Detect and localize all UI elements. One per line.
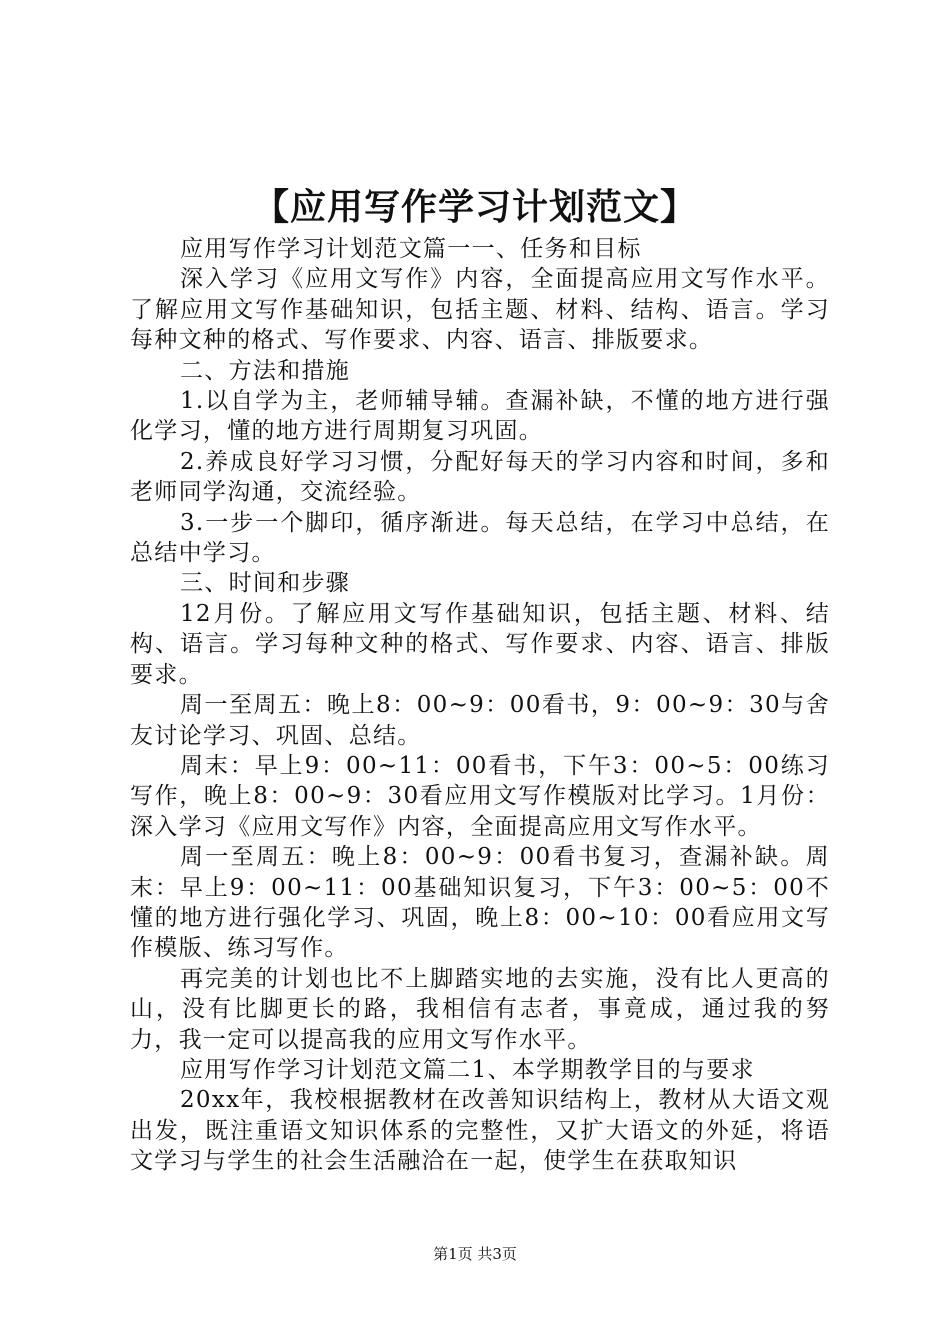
paragraph: 三、时间和步骤 xyxy=(180,570,351,597)
paragraph: 二、方法和措施 xyxy=(180,357,351,384)
paragraph: 2.养成良好学习习惯，分配好每天的学习内容和时间，多和老师同学沟通，交流经验。 xyxy=(130,448,830,506)
page-number-footer: 第1页 共3页 xyxy=(433,1245,517,1263)
paragraph: 周一至周五：晚上8：00~9：00看书，9：00~9：30与舍友讨论学习、巩固、总结。 xyxy=(130,692,830,749)
document-title: 【应用写作学习计划范文】 xyxy=(252,186,697,228)
paragraph: 周末：早上9：00~11：00看书，下午3：00~5：00练习写作，晚上8：00~9：30看应用文写作模版对比学习。1月份：深入学习《应用文写作》内容，全面提高应用文写作水平。 xyxy=(130,752,830,840)
paragraph: 1.以自学为主，老师辅导辅。查漏补缺，不懂的地方进行强化学习，懂的地方进行周期复习巩固。 xyxy=(130,388,830,445)
paragraph: 应用写作学习计划范文篇一一、任务和目标 xyxy=(180,236,642,262)
paragraph: 20xx年，我校根据教材在改善知识结构上，教材从大语文观出发，既注重语文知识体系的完整性，又扩大语文的外延，将语文学习与学生的社会生活融洽在一起，使学生在获取知识 xyxy=(130,1087,830,1175)
paragraph: 3.一步一个脚印，循序渐进。每天总结，在学习中总结，在总结中学习。 xyxy=(130,509,830,567)
paragraph: 12月份。了解应用文写作基础知识，包括主题、材料、结构、语言。学习每种文种的格式、写作要求、内容、语言、排版要求。 xyxy=(130,600,830,688)
paragraph: 深入学习《应用文写作》内容，全面提高应用文写作水平。了解应用文写作基础知识，包括主题、材料、结构、语言。学习每种文种的格式、写作要求、内容、语言、排版要求。 xyxy=(130,266,830,354)
paragraph: 周一至周五：晚上8：00~9：00看书复习，查漏补缺。周末：早上9：00~11：00基础知识复习，下午3：00~5：00不懂的地方进行强化学习、巩固，晚上8：00~10：00看应用文写作模版、练习写作。 xyxy=(130,844,830,962)
paragraph: 再完美的计划也比不上脚踏实地的去实施，没有比人更高的山，没有比脚更长的路，我相信有志者，事竟成，通过我的努力，我一定可以提高我的应用文写作水平。 xyxy=(130,965,830,1053)
paragraph: 应用写作学习计划范文篇二1、本学期教学目的与要求 xyxy=(180,1056,755,1083)
document-body xyxy=(130,234,830,1177)
